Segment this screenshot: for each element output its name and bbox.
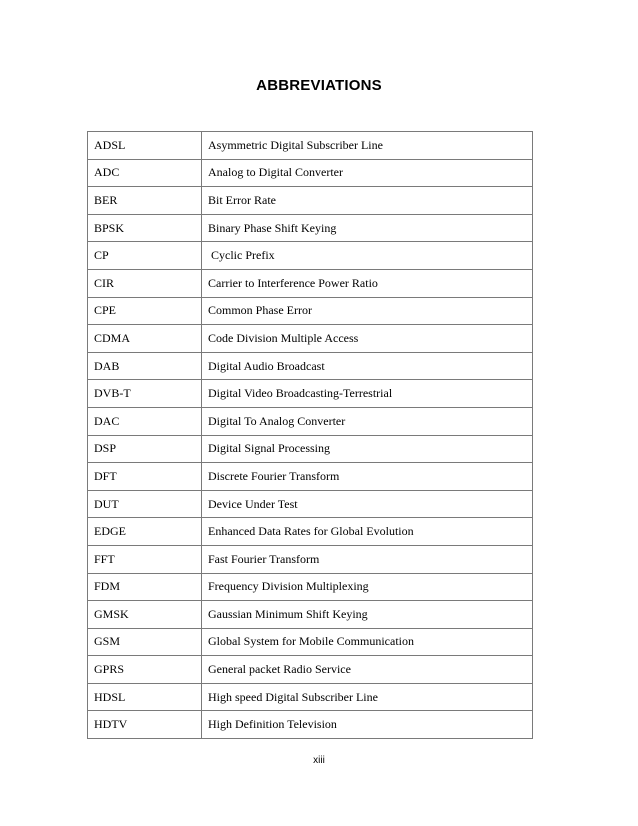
abbreviation-term: DFT [88, 463, 202, 491]
abbreviation-term: CDMA [88, 325, 202, 353]
table-row [88, 132, 533, 160]
table-row [88, 214, 533, 242]
abbreviation-term: ADSL [88, 132, 202, 160]
table-row [88, 545, 533, 573]
table-row [88, 656, 533, 684]
table-row [88, 573, 533, 601]
abbreviations-table [87, 131, 533, 739]
table-row [88, 297, 533, 325]
table-row [88, 352, 533, 380]
abbreviation-meaning: Gaussian Minimum Shift Keying [202, 601, 533, 629]
abbreviation-meaning: Cyclic Prefix [202, 242, 533, 270]
abbreviation-term: EDGE [88, 518, 202, 546]
abbreviation-term: DUT [88, 490, 202, 518]
abbreviation-meaning: Fast Fourier Transform [202, 545, 533, 573]
abbreviation-term: ADC [88, 159, 202, 187]
abbreviation-meaning: General packet Radio Service [202, 656, 533, 684]
abbreviation-term: FFT [88, 545, 202, 573]
table-row [88, 187, 533, 215]
abbreviation-meaning: Code Division Multiple Access [202, 325, 533, 353]
abbreviation-meaning: Device Under Test [202, 490, 533, 518]
abbreviation-meaning: Binary Phase Shift Keying [202, 214, 533, 242]
abbreviation-term: CP [88, 242, 202, 270]
abbreviation-meaning: Analog to Digital Converter [202, 159, 533, 187]
abbreviation-term: DAB [88, 352, 202, 380]
abbreviation-term: FDM [88, 573, 202, 601]
abbreviation-meaning: Frequency Division Multiplexing [202, 573, 533, 601]
abbreviation-term: GPRS [88, 656, 202, 684]
abbreviation-meaning: Digital Signal Processing [202, 435, 533, 463]
table-row [88, 435, 533, 463]
abbreviation-meaning: Discrete Fourier Transform [202, 463, 533, 491]
abbreviation-term: HDSL [88, 683, 202, 711]
abbreviation-meaning: Digital Video Broadcasting-Terrestrial [202, 380, 533, 408]
table-row [88, 601, 533, 629]
table-row [88, 159, 533, 187]
table-row [88, 463, 533, 491]
abbreviation-meaning: Enhanced Data Rates for Global Evolution [202, 518, 533, 546]
table-row [88, 242, 533, 270]
table-row [88, 518, 533, 546]
abbreviation-term: DVB-T [88, 380, 202, 408]
abbreviation-term: DSP [88, 435, 202, 463]
table-row [88, 269, 533, 297]
table-row [88, 380, 533, 408]
abbreviations-table-body [88, 132, 533, 739]
abbreviation-meaning: High speed Digital Subscriber Line [202, 683, 533, 711]
abbreviation-term: GMSK [88, 601, 202, 629]
page-number: xiii [313, 755, 325, 766]
abbreviation-term: CIR [88, 269, 202, 297]
table-row [88, 490, 533, 518]
abbreviation-term: BER [88, 187, 202, 215]
abbreviation-term: HDTV [88, 711, 202, 739]
table-row [88, 628, 533, 656]
abbreviation-meaning: Asymmetric Digital Subscriber Line [202, 132, 533, 160]
page-title: ABBREVIATIONS [256, 77, 382, 94]
abbreviation-meaning: Bit Error Rate [202, 187, 533, 215]
table-row [88, 711, 533, 739]
abbreviation-meaning: Digital Audio Broadcast [202, 352, 533, 380]
abbreviation-meaning: Carrier to Interference Power Ratio [202, 269, 533, 297]
table-row [88, 407, 533, 435]
abbreviation-meaning: Common Phase Error [202, 297, 533, 325]
abbreviation-term: BPSK [88, 214, 202, 242]
abbreviation-term: GSM [88, 628, 202, 656]
abbreviation-term: CPE [88, 297, 202, 325]
table-row [88, 683, 533, 711]
table-row [88, 325, 533, 353]
abbreviation-meaning: Digital To Analog Converter [202, 407, 533, 435]
abbreviation-meaning: High Definition Television [202, 711, 533, 739]
abbreviation-term: DAC [88, 407, 202, 435]
abbreviation-meaning: Global System for Mobile Communication [202, 628, 533, 656]
